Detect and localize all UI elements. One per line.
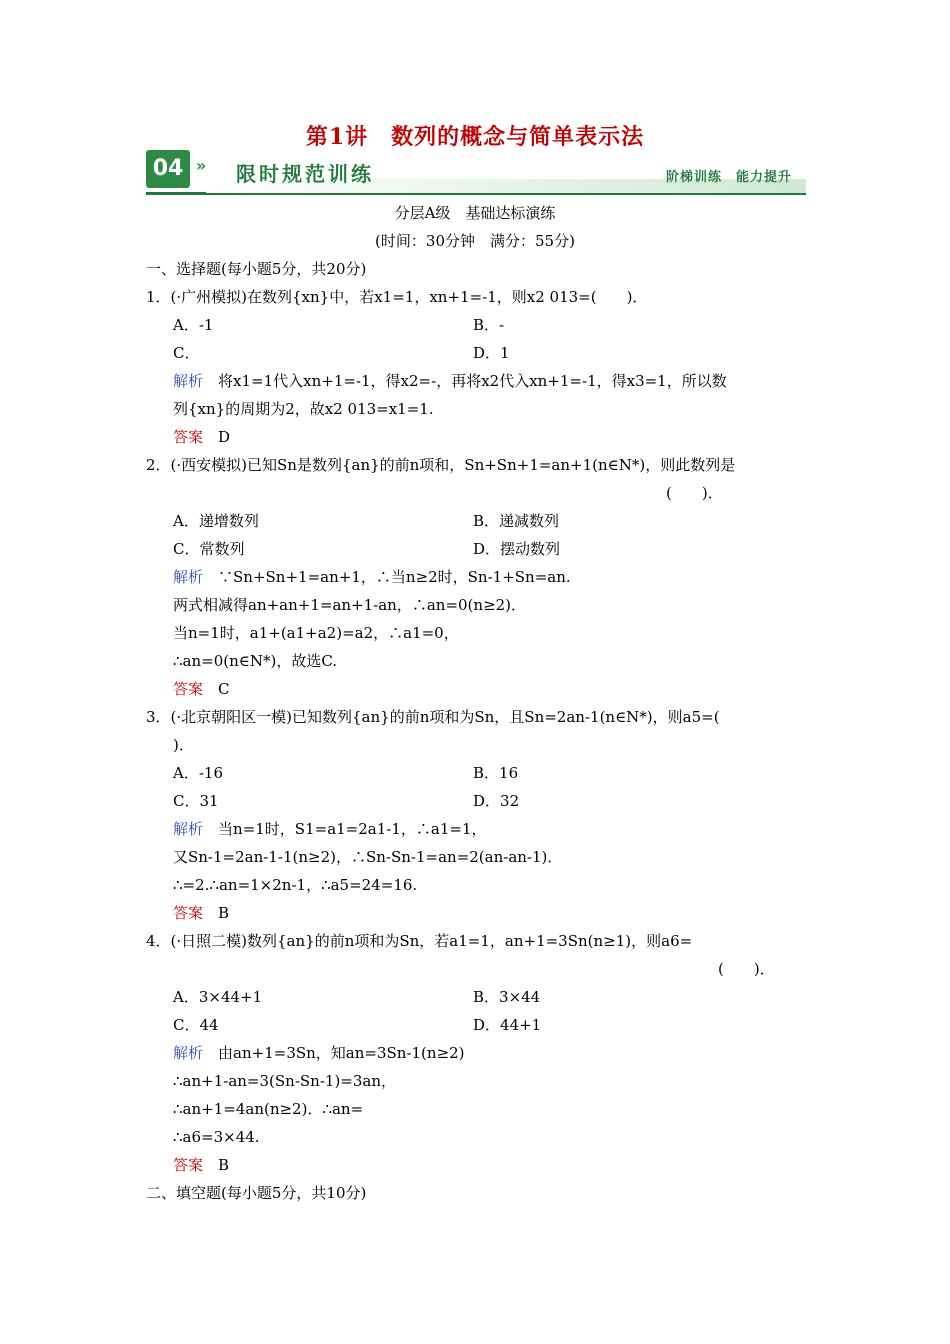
q2-solution-line3: 当n=1时，a1+(a1+a2)=a2，∴a1=0， <box>173 624 459 642</box>
q2-solution-line4: ∴an=0(n∈N*)，故选C. <box>173 652 338 670</box>
q3-option-b: B．16 <box>473 764 519 782</box>
q3-solution-text1: 当n=1时，S1=a1=2a1-1，∴a1=1， <box>218 820 487 838</box>
q3-stem-cont: )． <box>173 736 194 754</box>
q1-answer-value: D <box>218 428 231 446</box>
q4-solution-line2: ∴an+1-an=3(Sn-Sn-1)=3an， <box>173 1072 397 1090</box>
q4-option-c: C．44 <box>173 1016 219 1034</box>
q1-answer <box>173 426 230 448</box>
jiexi-label: 解析 <box>173 1044 204 1062</box>
answer-label: 答案 <box>173 1156 204 1174</box>
section-heading-choice: 一、选择题(每小题5分，共20分) <box>146 260 367 278</box>
page-title: 第1讲 数列的概念与简单表示法 <box>305 124 645 150</box>
banner-label: 限时规范训练 <box>236 162 374 186</box>
q3-stem: 3．(·北京朝阳区一模)已知数列{an}的前n项和为Sn，且Sn=2an-1(n∈N*)，则a5=( <box>146 708 720 726</box>
q3-answer-value: B <box>218 904 230 922</box>
banner-badge: 04 <box>146 150 190 188</box>
jiexi-label: 解析 <box>173 820 204 838</box>
q4-option-d: D．44+1 <box>473 1016 542 1034</box>
q2-solution-text1: ∵Sn+Sn+1=an+1，∴当n≥2时，Sn-1+Sn=an. <box>218 568 571 586</box>
answer-label: 答案 <box>173 428 204 446</box>
q4-option-b: B．3×44 <box>473 988 541 1006</box>
q1-solution-line2: 列{xn}的周期为2，故x2 013=x1=1. <box>173 400 434 418</box>
q2-option-b: B．递减数列 <box>473 512 560 530</box>
q2-option-d: D．摆动数列 <box>473 540 561 558</box>
q1-option-b: B．- <box>473 316 505 334</box>
level-heading: 分层A级 基础达标演练 <box>394 204 556 222</box>
section-banner <box>146 150 806 195</box>
q1-solution-text1: 将x1=1代入xn+1=-1，得x2=-，再将x2代入xn+1=-1，得x3=1，所以数 <box>218 372 727 390</box>
q4-stem: 4．(·日照二模)数列{an}的前n项和为Sn，若a1=1，an+1=3Sn(n≥1)，则a6= <box>146 932 693 950</box>
q3-answer <box>173 902 229 924</box>
answer-label: 答案 <box>173 904 204 922</box>
q3-solution-line2: 又Sn-1=2an-1-1(n≥2)，∴Sn-Sn-1=an=2(an-an-1)． <box>173 848 563 866</box>
q1-solution-line1 <box>173 370 727 392</box>
q4-solution-line1 <box>173 1042 465 1064</box>
q3-option-d: D．32 <box>473 792 520 810</box>
q4-paren: ( )． <box>718 960 775 978</box>
q4-solution-line3: ∴an+1=4an(n≥2)．∴an= <box>173 1100 364 1118</box>
q4-solution-text1: 由an+1=3Sn，知an=3Sn-1(n≥2) <box>218 1044 465 1062</box>
q4-option-a: A．3×44+1 <box>173 988 263 1006</box>
q3-solution-line3: ∴=2.∴an=1×2n-1，∴a5=24=16. <box>173 876 418 894</box>
q2-paren: ( )． <box>666 484 723 502</box>
time-info: (时间：30分钟 满分：55分) <box>375 232 575 250</box>
double-chevron-icon: » <box>196 156 207 175</box>
q2-answer-value: C <box>218 680 230 698</box>
q2-stem: 2．(·西安模拟)已知Sn是数列{an}的前n项和，Sn+Sn+1=an+1(n∈N*)，则此数列是 <box>146 456 736 474</box>
jiexi-label: 解析 <box>173 372 204 390</box>
q1-option-c: C． <box>173 344 200 362</box>
q2-option-c: C．常数列 <box>173 540 245 558</box>
q2-solution-line2: 两式相减得an+an+1=an+1-an，∴an=0(n≥2)． <box>173 596 527 614</box>
q3-solution-line1 <box>173 818 487 840</box>
answer-label: 答案 <box>173 680 204 698</box>
jiexi-label: 解析 <box>173 568 204 586</box>
q1-option-a: A．-1 <box>173 316 214 334</box>
q2-solution-line1 <box>173 566 571 588</box>
q4-solution-line4: ∴a6=3×44. <box>173 1128 260 1146</box>
q2-answer <box>173 678 230 700</box>
q2-option-a: A．递增数列 <box>173 512 259 530</box>
q3-option-c: C．31 <box>173 792 219 810</box>
q3-option-a: A．-16 <box>173 764 223 782</box>
q1-stem: 1．(·广州模拟)在数列{xn}中，若x1=1，xn+1=-1，则x2 013=( )． <box>146 288 648 306</box>
banner-subtitle: 阶梯训练 能力提升 <box>665 170 792 185</box>
section-heading-fill: 二、填空题(每小题5分，共10分) <box>146 1184 367 1202</box>
q1-option-d: D．1 <box>473 344 510 362</box>
q4-answer <box>173 1154 229 1176</box>
q4-answer-value: B <box>218 1156 230 1174</box>
